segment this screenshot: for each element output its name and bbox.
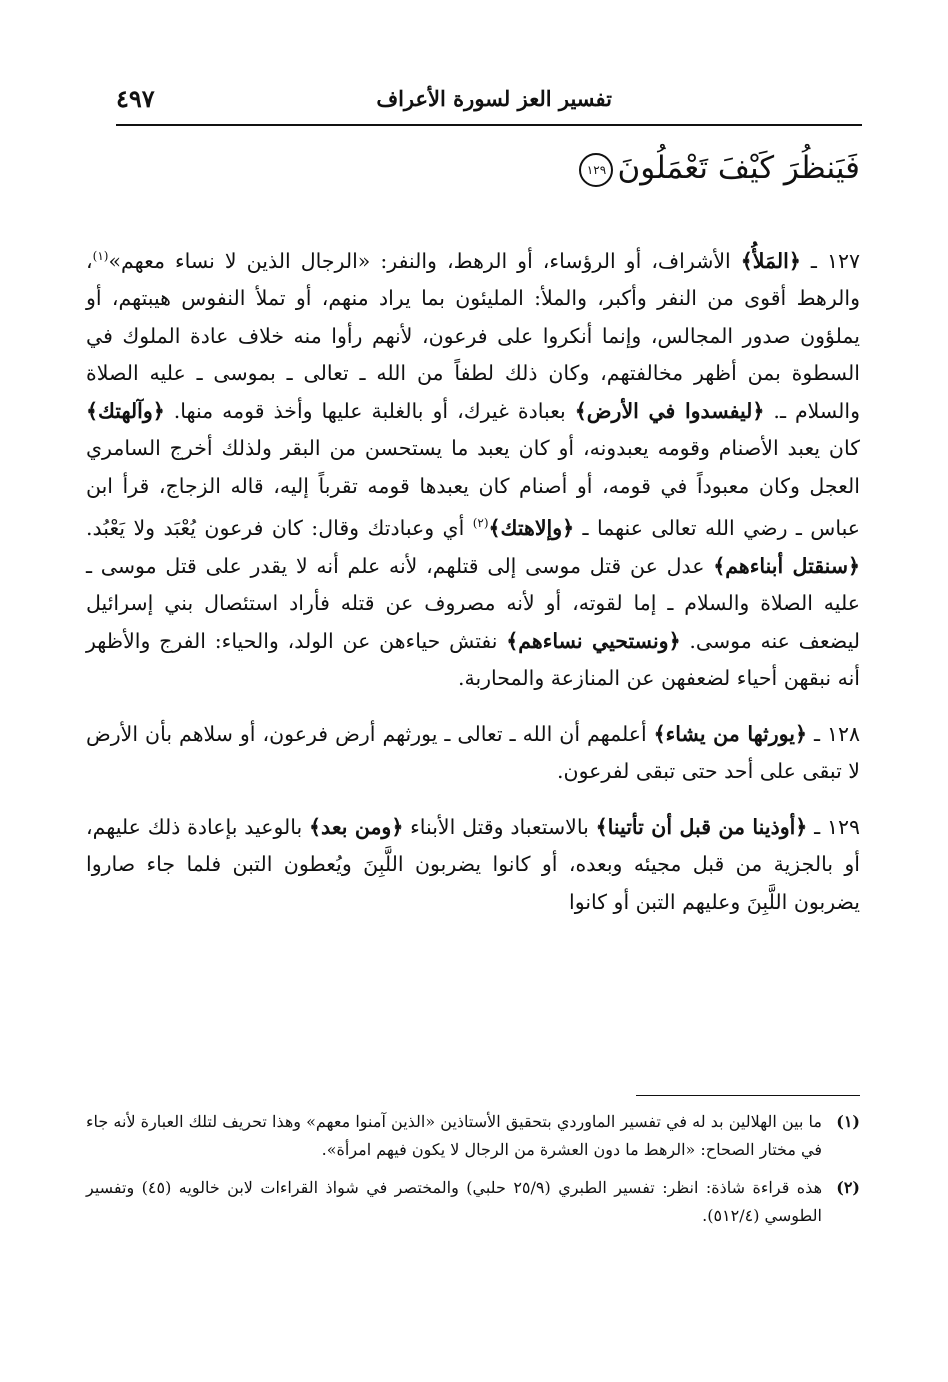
commentary-text: بالاستعباد وقتل الأبناء [403,814,596,839]
quranic-quote: ﴿أوذينا من قبل أن تأتينا﴾ [595,814,808,839]
quranic-quote: ﴿وآلهتك﴾ [86,398,165,423]
footnotes [86,1108,860,1240]
footnote-text: ما بين الهلالين بد له في تفسير الماوردي بتحقيق الأستاذين «الذين آمنوا معهم» وهذا تحريف لتلك العبارة لأنه جاء في مختار الصحاح: «الرهط ما دون العشرة من الرجال لا يكون فيهم امرأة». [86,1112,822,1159]
quran-verse [579,150,860,187]
commentary-body [86,238,860,939]
footnote [86,1108,860,1164]
commentary-text: ١٢٨ ـ [806,721,860,746]
commentary-text: ١٢٧ ـ [800,248,860,273]
verse-text: فَيَنظُرَ كَيْفَ تَعْمَلُونَ [617,150,860,186]
commentary-text: ، والرهط أقوى من النفر وأكبر، والملأ: المليئون بما يراد منهم، أو تملأ النفوس هيبتهم، أو يملؤون صدور المجالس، وإنما أنكروا على فرعون، لأنهم رأوا منه خلاف عادة الملوك في السطوة بمن أظهر مخالفتهم، وكان ذلك لطفاً من الله ـ تعالى ـ بموسى ـ عليه الصلاة والسلام ـ. [86,248,861,423]
commentary-paragraph [86,809,860,922]
quranic-quote: ﴿سنقتل أبناءهم﴾ [713,553,861,578]
quranic-quote: ﴿المَلأُ﴾ [740,248,801,273]
commentary-paragraph [86,716,860,791]
page-header [116,84,862,126]
commentary-text: الأشراف، أو الرؤساء، أو الرهط، والنفر: «الرجال الذين لا نساء معهم» [108,248,741,273]
commentary-text: أي وعبادتك وقال: كان فرعون يُعْبَد ولا يَعْبُد. [86,516,473,541]
commentary-text: عدل عن قتل موسى إلى قتلهم، لأنه علم أنه لا يقدر على قتل موسى ـ عليه الصلاة والسلام ـ إما لقوته، أو لأنه مصروف عن قتله فأراد استئصال بني إسرائيل ليضعف عنه موسى. [86,553,860,653]
quranic-quote: ﴿وإلاهتك﴾ [488,516,575,541]
running-title: تفسير العز لسورة الأعراف [376,86,612,111]
commentary-paragraph [86,238,860,698]
footnote-separator [636,1095,860,1096]
commentary-text: ١٢٩ ـ [807,814,860,839]
quranic-quote: ﴿ونستحيي نساءهم﴾ [506,628,681,653]
commentary-text: أعلمهم أن الله ـ تعالى ـ يورثهم أرض فرعون، أو سلاهم بأن الأرض لا تبقى على أحد حتى تبقى لفرعون. [86,721,860,784]
quranic-quote: ﴿يورثها من يشاء﴾ [653,721,807,746]
commentary-text: بالوعيد بإعادة ذلك عليهم، أو بالجزية من قبل مجيئه وبعده، أو كانوا يضربون اللَّبِنَ ويُعطون التبن فلما جاء صاروا يضربون اللَّبِنَ وعليهم التبن أو كانوا [86,814,860,914]
footnote-number: (٢) [836,1178,860,1197]
footnote-text: هذه قراءة شاذة: انظر: تفسير الطبري (٢٥/٩ حلبي) والمختصر في شواذ القراءات لابن خالويه (٤٥) وتفسير الطوسي (٥١٢/٤). [86,1178,823,1225]
page-number: ٤٩٧ [116,84,155,113]
footnote-number: (١) [836,1112,860,1131]
footnote-reference: (٢) [472,516,489,531]
quranic-quote: ﴿ومن بعد﴾ [309,814,404,839]
footnote-reference: (١) [92,249,109,263]
commentary-text: نفتش حياءهن عن الولد، والحياء: الفرج والأظهر أنه نبقهن أحياء لضعفهن عن المنازعة والمحاربة. [86,628,860,691]
footnote [86,1174,860,1230]
ayah-number-marker: ١٢٩ [579,153,613,187]
quranic-quote: ﴿ليفسدوا في الأرض﴾ [574,398,765,423]
commentary-text: كان يعبد الأصنام وقومه يعبدونه، أو كان يعبد ما يستحسن من البقر ولذلك أخرج السامري العجل وكان معبوداً في قومه، أو أصنام كان يعبدها قومه تقرباً إليه، قاله الزجاج، قرأ ابن عباس ـ رضي الله تعالى عنهما ـ [86,436,860,541]
commentary-text: بعبادة غيرك، أو بالغلبة عليها وأخذ قومه منها. [164,398,575,423]
